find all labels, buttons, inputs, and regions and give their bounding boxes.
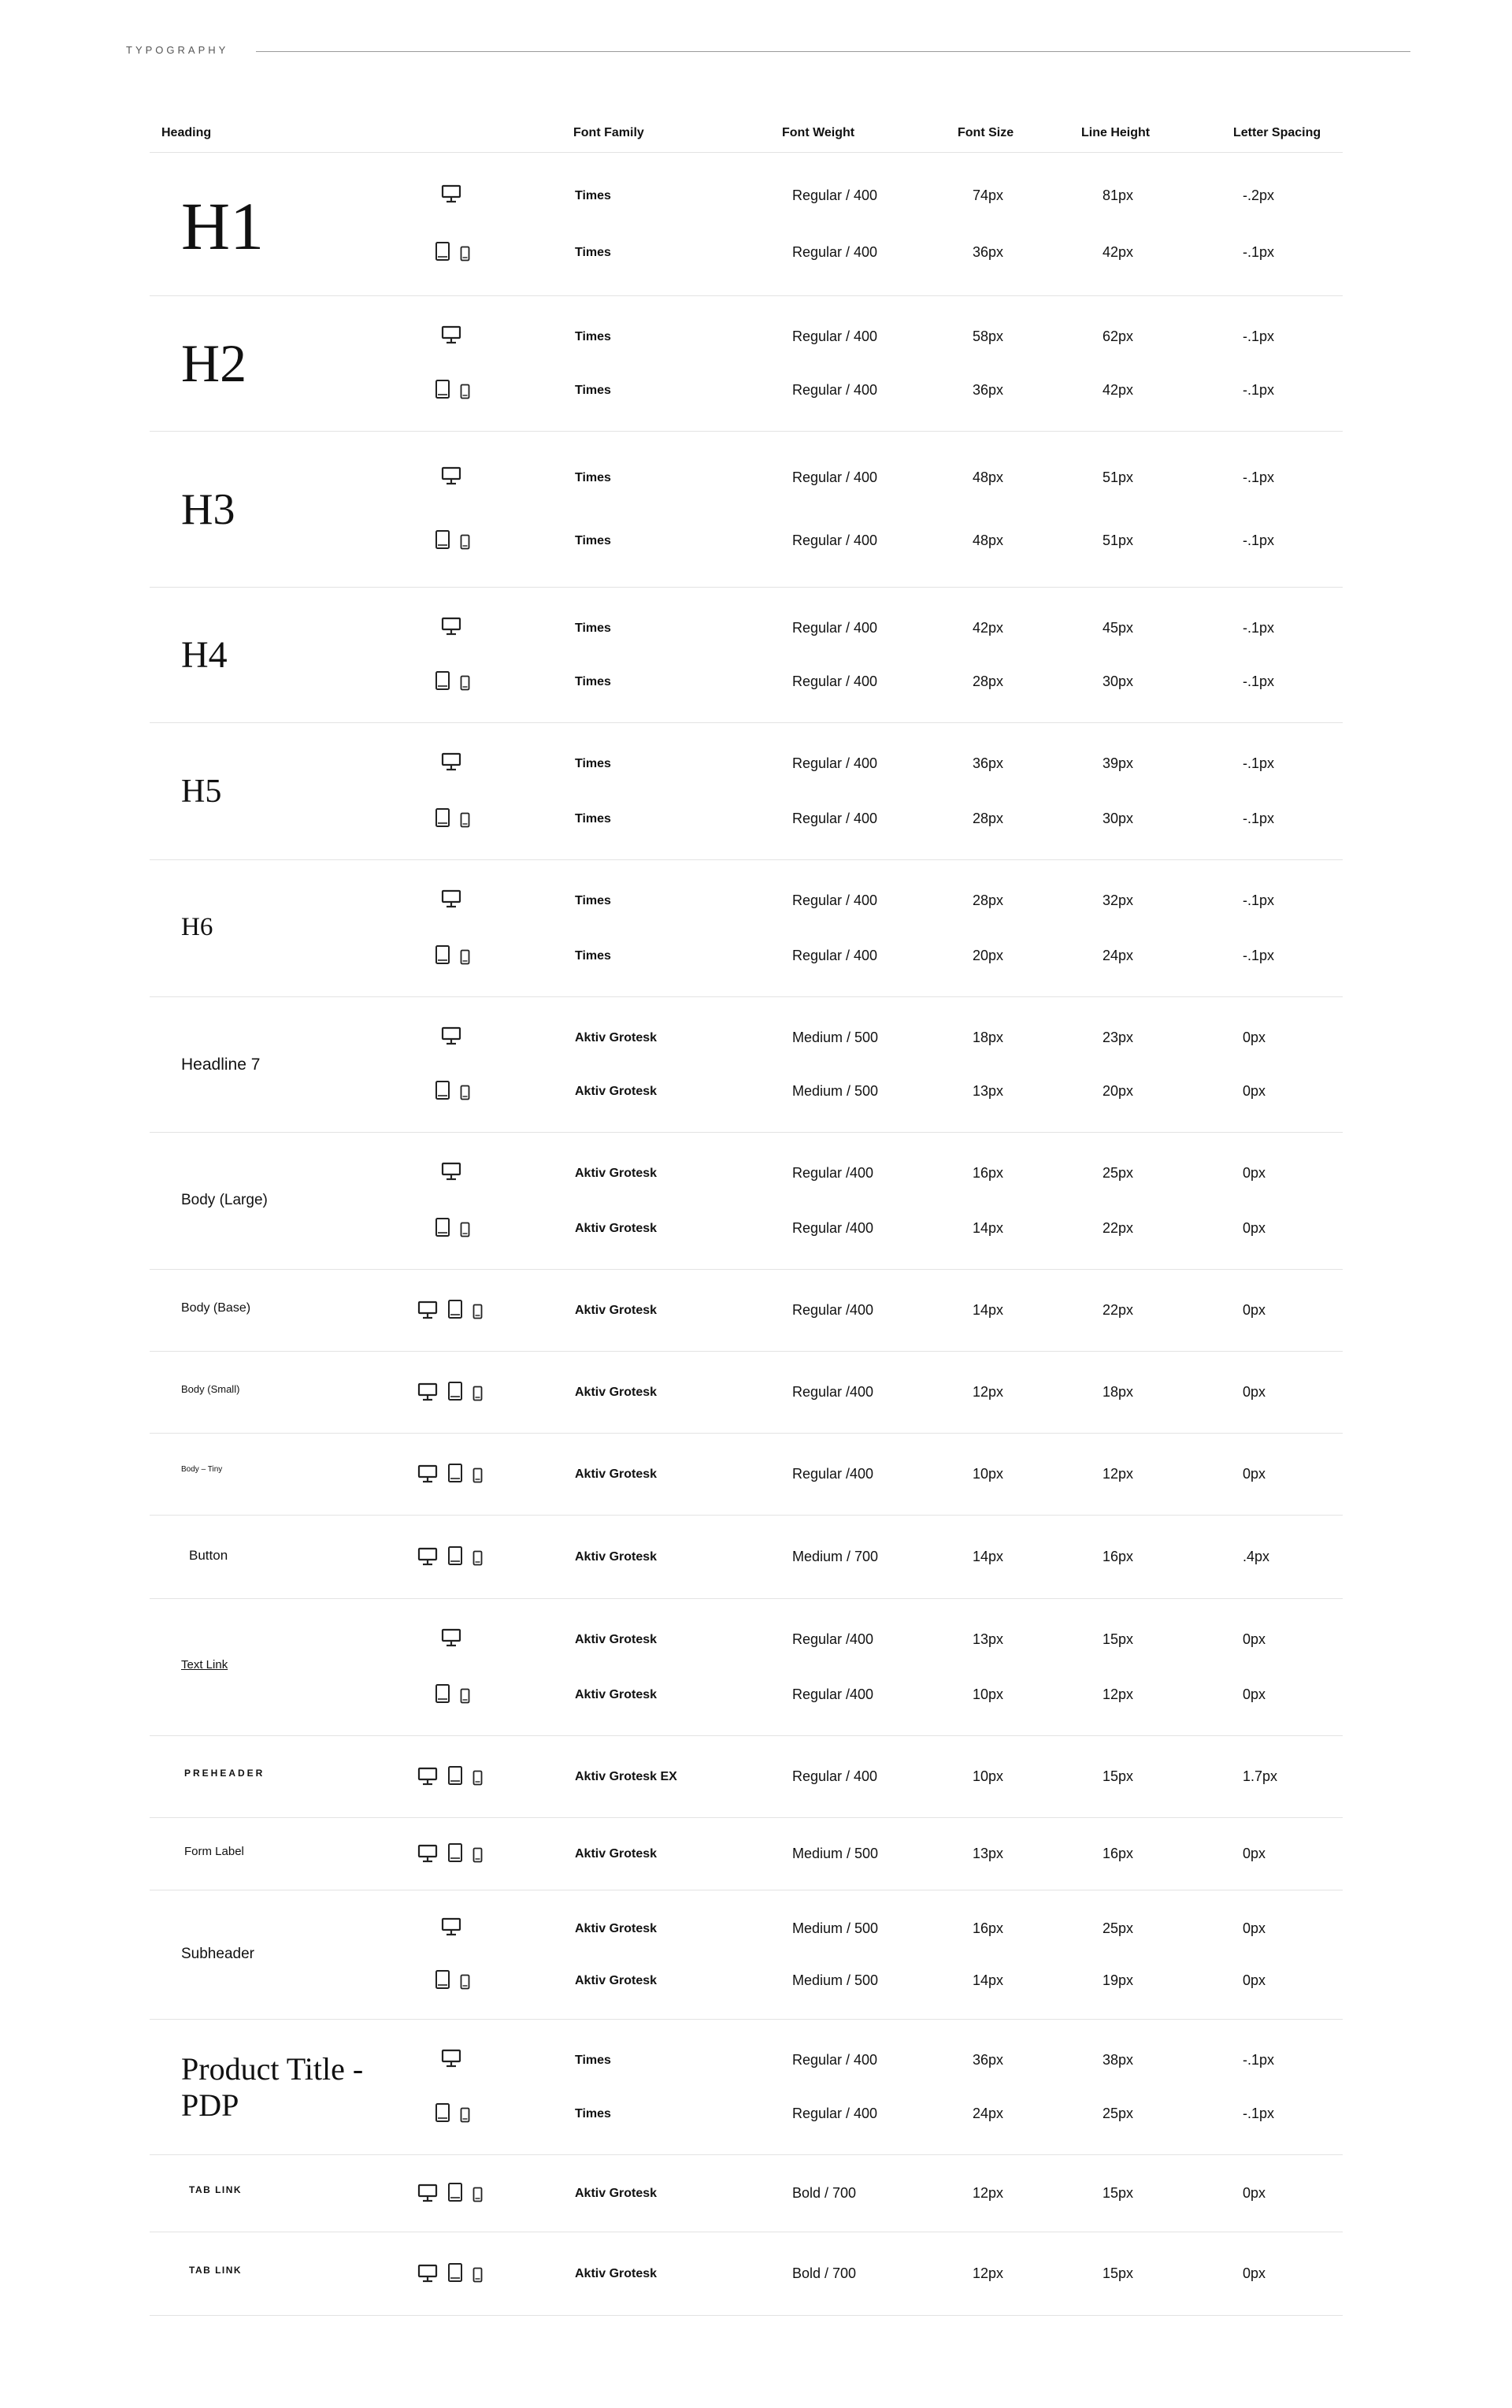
tablet-icon (435, 670, 450, 691)
desktop-icon (441, 1162, 461, 1181)
desktop-icon (441, 466, 461, 485)
desktop-icon (417, 1547, 438, 1566)
font-weight-value: Regular / 400 (792, 755, 878, 772)
style-name: Subheader (181, 1946, 254, 1962)
font-family-value: Times (575, 384, 611, 398)
letter-spacing-value: 1.7px (1243, 1768, 1278, 1784)
font-size-value: 20px (973, 947, 1004, 963)
device-icons (435, 1683, 470, 1704)
font-family-value: Times (575, 675, 611, 689)
style-name: Body (Large) (181, 1192, 268, 1208)
tablet-icon (435, 1969, 450, 1990)
letter-spacing-value: 0px (1243, 1083, 1266, 1100)
tablet-icon (447, 1463, 463, 1483)
line-height-value: 15px (1102, 2265, 1134, 2281)
style-name: H1 (181, 188, 265, 264)
desktop-icon (441, 889, 461, 908)
device-icons (441, 325, 461, 344)
letter-spacing-value: -.1px (1243, 2106, 1275, 2122)
desktop-icon (417, 1767, 438, 1786)
column-header-heading: Heading (161, 126, 212, 139)
font-size-value: 28px (973, 892, 1004, 909)
desktop-icon (417, 1844, 438, 1863)
font-weight-value: Regular / 400 (792, 619, 878, 636)
mobile-icon (460, 1085, 470, 1100)
tablet-icon (435, 379, 450, 399)
line-height-value: 25px (1102, 1920, 1134, 1937)
font-family-value: Times (575, 894, 611, 908)
letter-spacing-value: -.1px (1243, 382, 1275, 399)
letter-spacing-value: 0px (1243, 1384, 1266, 1400)
device-icons (441, 1628, 461, 1647)
mobile-icon (460, 949, 470, 965)
line-height-value: 20px (1102, 1083, 1134, 1100)
tablet-icon (435, 1217, 450, 1237)
device-icons (441, 889, 461, 908)
line-height-value: 51px (1102, 532, 1134, 548)
tablet-icon (447, 1545, 463, 1566)
table-row (150, 296, 1343, 432)
mobile-icon (460, 384, 470, 399)
letter-spacing-value: 0px (1243, 2185, 1266, 2201)
device-icons (435, 1969, 470, 1990)
column-header-letter-spacing: Letter Spacing (1233, 126, 1321, 139)
font-size-value: 16px (973, 1165, 1004, 1182)
tablet-icon (447, 1765, 463, 1786)
font-weight-value: Regular / 400 (792, 244, 878, 261)
style-name: TAB LINK (189, 2184, 243, 2195)
device-icons (441, 184, 461, 203)
letter-spacing-value: 0px (1243, 1686, 1266, 1702)
font-size-value: 36px (973, 755, 1004, 772)
font-weight-value: Regular /400 (792, 1686, 874, 1702)
font-weight-value: Regular / 400 (792, 892, 878, 909)
tablet-icon (435, 241, 450, 262)
letter-spacing-value: -.1px (1243, 328, 1275, 344)
mobile-icon (460, 675, 470, 691)
device-icons (441, 466, 461, 485)
line-height-value: 81px (1102, 187, 1134, 203)
device-icons (435, 379, 470, 399)
letter-spacing-value: 0px (1243, 1219, 1266, 1236)
table-row (150, 860, 1343, 997)
font-family-value: Times (575, 329, 611, 343)
section-title: TYPOGRAPHY (126, 44, 229, 56)
table-row (150, 1736, 1343, 1818)
mobile-icon (460, 2107, 470, 2123)
desktop-icon (417, 1382, 438, 1401)
desktop-icon (417, 2264, 438, 2283)
style-name: H4 (181, 634, 228, 676)
table-row (150, 1599, 1343, 1736)
letter-spacing-value: 0px (1243, 1972, 1266, 1988)
style-name: Body – Tiny (181, 1465, 223, 1474)
style-name: Body (Base) (181, 1301, 251, 1315)
line-height-value: 42px (1102, 382, 1134, 399)
section-divider (256, 51, 1410, 52)
device-icons (435, 241, 470, 262)
font-size-value: 13px (973, 1846, 1004, 1861)
font-size-value: 14px (973, 1302, 1004, 1318)
table-row (150, 2155, 1343, 2232)
style-name: H3 (181, 485, 235, 534)
tablet-icon (447, 1299, 463, 1319)
mobile-icon (460, 1222, 470, 1237)
font-family-value: Aktiv Grotesk (575, 1633, 658, 1647)
desktop-icon (441, 1917, 461, 1936)
font-size-value: 12px (973, 1384, 1004, 1400)
device-icons (441, 2049, 461, 2068)
letter-spacing-value: -.1px (1243, 532, 1275, 548)
mobile-icon (472, 1550, 483, 1566)
letter-spacing-value: -.1px (1243, 244, 1275, 261)
table-row (150, 1818, 1343, 1890)
font-family-value: Aktiv Grotesk (575, 1304, 658, 1317)
style-name: TAB LINK (189, 2265, 243, 2276)
line-height-value: 45px (1102, 619, 1134, 636)
font-family-value: Times (575, 757, 611, 771)
desktop-icon (441, 184, 461, 203)
style-name: Button (189, 1548, 228, 1563)
desktop-icon (441, 617, 461, 636)
line-height-value: 15px (1102, 1768, 1134, 1784)
mobile-icon (472, 1304, 483, 1319)
column-header-font-family: Font Family (573, 126, 644, 139)
tablet-icon (435, 1080, 450, 1100)
font-weight-value: Regular / 400 (792, 1768, 878, 1784)
letter-spacing-value: -.1px (1243, 673, 1275, 690)
device-icons (417, 1842, 483, 1863)
font-weight-value: Bold / 700 (792, 2185, 857, 2201)
style-name: Body (Small) (181, 1383, 240, 1395)
column-header-line-height: Line Height (1081, 126, 1151, 139)
desktop-icon (441, 2049, 461, 2068)
font-weight-value: Regular / 400 (792, 947, 878, 963)
table-row (150, 588, 1343, 723)
device-icons (441, 617, 461, 636)
font-family-value: Aktiv Grotesk (575, 1847, 658, 1861)
letter-spacing-value: 0px (1243, 2265, 1266, 2281)
tablet-icon (435, 2102, 450, 2123)
font-weight-value: Medium / 500 (792, 1920, 879, 1937)
font-weight-value: Regular / 400 (792, 328, 878, 344)
mobile-icon (472, 2187, 483, 2202)
font-family-value: Aktiv Grotesk (575, 2187, 658, 2200)
device-icons (435, 2102, 470, 2123)
style-name: H6 (181, 913, 213, 941)
font-weight-value: Regular /400 (792, 1302, 874, 1318)
style-name: Form Label (184, 1845, 244, 1858)
line-height-value: 25px (1102, 2106, 1134, 2122)
tablet-icon (447, 1381, 463, 1401)
line-height-value: 30px (1102, 810, 1134, 826)
font-family-value: Aktiv Grotesk (575, 1030, 658, 1044)
tablet-icon (447, 2182, 463, 2202)
tablet-icon (435, 529, 450, 550)
device-icons (417, 2182, 483, 2202)
font-size-value: 12px (973, 2265, 1004, 2281)
line-height-value: 22px (1102, 1302, 1134, 1318)
font-family-value: Aktiv Grotesk (575, 2267, 658, 2280)
tablet-icon (447, 1842, 463, 1863)
table-row (150, 1516, 1343, 1599)
mobile-icon (460, 1974, 470, 1990)
font-size-value: 42px (973, 619, 1004, 636)
table-row (150, 997, 1343, 1133)
device-icons (435, 1080, 470, 1100)
letter-spacing-value: -.1px (1243, 810, 1275, 826)
line-height-value: 24px (1102, 947, 1134, 963)
desktop-icon (417, 1464, 438, 1483)
font-weight-value: Regular / 400 (792, 382, 878, 399)
font-size-value: 48px (973, 532, 1004, 548)
font-size-value: 28px (973, 673, 1004, 690)
font-family-value: Times (575, 471, 611, 485)
font-size-value: 36px (973, 382, 1004, 399)
font-family-value: Aktiv Grotesk EX (575, 1770, 677, 1783)
device-icons (441, 752, 461, 771)
font-weight-value: Medium / 700 (792, 1549, 879, 1564)
font-size-value: 14px (973, 1549, 1004, 1564)
table-row (150, 1352, 1343, 1434)
tablet-icon (435, 1683, 450, 1704)
font-weight-value: Regular /400 (792, 1631, 874, 1648)
device-icons (435, 529, 470, 550)
table-row (150, 2020, 1343, 2155)
font-size-value: 74px (973, 187, 1004, 203)
font-family-value: Aktiv Grotesk (575, 1085, 658, 1099)
column-header-font-weight: Font Weight (782, 126, 855, 139)
font-family-value: Aktiv Grotesk (575, 1167, 658, 1181)
font-family-value: Times (575, 533, 611, 547)
letter-spacing-value: 0px (1243, 1466, 1266, 1482)
letter-spacing-value: 0px (1243, 1302, 1266, 1318)
letter-spacing-value: -.2px (1243, 187, 1275, 203)
font-weight-value: Regular /400 (792, 1165, 874, 1182)
letter-spacing-value: -.1px (1243, 619, 1275, 636)
font-family-value: Times (575, 246, 611, 260)
font-size-value: 12px (973, 2185, 1004, 2201)
style-name: PREHEADER (184, 1768, 265, 1779)
font-size-value: 28px (973, 810, 1004, 826)
style-name: H5 (181, 774, 222, 810)
line-height-value: 18px (1102, 1384, 1134, 1400)
device-icons (417, 1463, 483, 1483)
line-height-value: 15px (1102, 1631, 1134, 1648)
font-size-value: 48px (973, 469, 1004, 486)
font-weight-value: Regular / 400 (792, 532, 878, 548)
font-size-value: 36px (973, 244, 1004, 261)
mobile-icon (472, 2267, 483, 2283)
font-family-value: Aktiv Grotesk (575, 1467, 658, 1481)
column-header-font-size: Font Size (958, 126, 1014, 139)
desktop-icon (441, 325, 461, 344)
font-weight-value: Regular / 400 (792, 673, 878, 690)
line-height-value: 16px (1102, 1549, 1134, 1564)
table-row (150, 1133, 1343, 1270)
mobile-icon (460, 812, 470, 828)
letter-spacing-value: .4px (1243, 1549, 1270, 1564)
font-size-value: 16px (973, 1920, 1004, 1937)
device-icons (435, 807, 470, 828)
line-height-value: 62px (1102, 328, 1134, 344)
font-family-value: Aktiv Grotesk (575, 1973, 658, 1987)
desktop-icon (441, 1628, 461, 1647)
font-size-value: 58px (973, 328, 1004, 344)
letter-spacing-value: 0px (1243, 1846, 1266, 1861)
mobile-icon (472, 1770, 483, 1786)
mobile-icon (472, 1467, 483, 1483)
font-weight-value: Regular / 400 (792, 469, 878, 486)
font-weight-value: Medium / 500 (792, 1083, 879, 1100)
desktop-icon (441, 1026, 461, 1045)
letter-spacing-value: -.1px (1243, 892, 1275, 909)
line-height-value: 12px (1102, 1686, 1134, 1702)
style-name[interactable]: Text Link (181, 1658, 228, 1672)
table-row (150, 1890, 1343, 2020)
letter-spacing-value: -.1px (1243, 947, 1275, 963)
device-icons (435, 1217, 470, 1237)
line-height-value: 12px (1102, 1466, 1134, 1482)
font-family-value: Times (575, 621, 611, 635)
letter-spacing-value: 0px (1243, 1029, 1266, 1045)
line-height-value: 51px (1102, 469, 1134, 486)
table-row (150, 432, 1343, 588)
font-family-value: Aktiv Grotesk (575, 1386, 658, 1399)
line-height-value: 19px (1102, 1972, 1134, 1988)
device-icons (417, 1765, 483, 1786)
letter-spacing-value: -.1px (1243, 469, 1275, 486)
mobile-icon (460, 1688, 470, 1704)
line-height-value: 23px (1102, 1029, 1134, 1045)
line-height-value: 30px (1102, 673, 1134, 690)
letter-spacing-value: 0px (1243, 1920, 1266, 1937)
table-row (150, 153, 1343, 296)
font-size-value: 24px (973, 2106, 1004, 2122)
mobile-icon (472, 1847, 483, 1863)
device-icons (417, 1545, 483, 1566)
device-icons (441, 1162, 461, 1181)
style-name: Headline 7 (181, 1056, 261, 1074)
line-height-value: 42px (1102, 244, 1134, 261)
font-weight-value: Regular /400 (792, 1384, 874, 1400)
line-height-value: 16px (1102, 1846, 1134, 1861)
line-height-value: 25px (1102, 1165, 1134, 1182)
font-weight-value: Medium / 500 (792, 1029, 879, 1045)
table-row (150, 2232, 1343, 2316)
table-row (150, 1270, 1343, 1352)
font-size-value: 14px (973, 1972, 1004, 1988)
font-size-value: 18px (973, 1029, 1004, 1045)
row-divider (150, 2315, 1343, 2316)
font-size-value: 10px (973, 1686, 1004, 1702)
font-weight-value: Medium / 500 (792, 1972, 879, 1988)
device-icons (435, 944, 470, 965)
letter-spacing-value: 0px (1243, 1631, 1266, 1648)
font-size-value: 36px (973, 2051, 1004, 2068)
device-icons (417, 1299, 483, 1319)
font-weight-value: Regular / 400 (792, 810, 878, 826)
style-name: Product Title - PDP (181, 2051, 364, 2123)
device-icons (441, 1917, 461, 1936)
font-family-value: Aktiv Grotesk (575, 1550, 658, 1564)
line-height-value: 15px (1102, 2185, 1134, 2201)
desktop-icon (441, 752, 461, 771)
mobile-icon (472, 1386, 483, 1401)
font-family-value: Aktiv Grotesk (575, 1687, 658, 1701)
font-weight-value: Regular /400 (792, 1219, 874, 1236)
font-weight-value: Medium / 500 (792, 1846, 879, 1861)
device-icons (417, 1381, 483, 1401)
font-family-value: Times (575, 948, 611, 963)
font-size-value: 10px (973, 1466, 1004, 1482)
table-row (150, 723, 1343, 860)
font-size-value: 14px (973, 1219, 1004, 1236)
mobile-icon (460, 534, 470, 550)
desktop-icon (417, 2184, 438, 2202)
letter-spacing-value: -.1px (1243, 755, 1275, 772)
letter-spacing-value: -.1px (1243, 2051, 1275, 2068)
font-weight-value: Bold / 700 (792, 2265, 857, 2281)
tablet-icon (447, 2262, 463, 2283)
desktop-icon (417, 1300, 438, 1319)
line-height-value: 22px (1102, 1219, 1134, 1236)
device-icons (441, 1026, 461, 1045)
font-size-value: 13px (973, 1631, 1004, 1648)
font-size-value: 13px (973, 1083, 1004, 1100)
line-height-value: 38px (1102, 2051, 1134, 2068)
mobile-icon (460, 246, 470, 262)
font-weight-value: Regular / 400 (792, 187, 878, 203)
tablet-icon (435, 807, 450, 828)
font-weight-value: Regular / 400 (792, 2051, 878, 2068)
letter-spacing-value: 0px (1243, 1165, 1266, 1182)
font-family-value: Aktiv Grotesk (575, 1922, 658, 1936)
table-row (150, 1434, 1343, 1516)
font-weight-value: Regular / 400 (792, 2106, 878, 2122)
style-name: H2 (181, 333, 247, 393)
font-family-value: Times (575, 811, 611, 826)
tablet-icon (435, 944, 450, 965)
font-weight-value: Regular /400 (792, 1466, 874, 1482)
font-family-value: Aktiv Grotesk (575, 1221, 658, 1235)
font-size-value: 10px (973, 1768, 1004, 1784)
line-height-value: 32px (1102, 892, 1134, 909)
font-family-value: Times (575, 188, 611, 202)
font-family-value: Times (575, 2053, 611, 2067)
device-icons (417, 2262, 483, 2283)
device-icons (435, 670, 470, 691)
line-height-value: 39px (1102, 755, 1134, 772)
font-family-value: Times (575, 2107, 611, 2121)
